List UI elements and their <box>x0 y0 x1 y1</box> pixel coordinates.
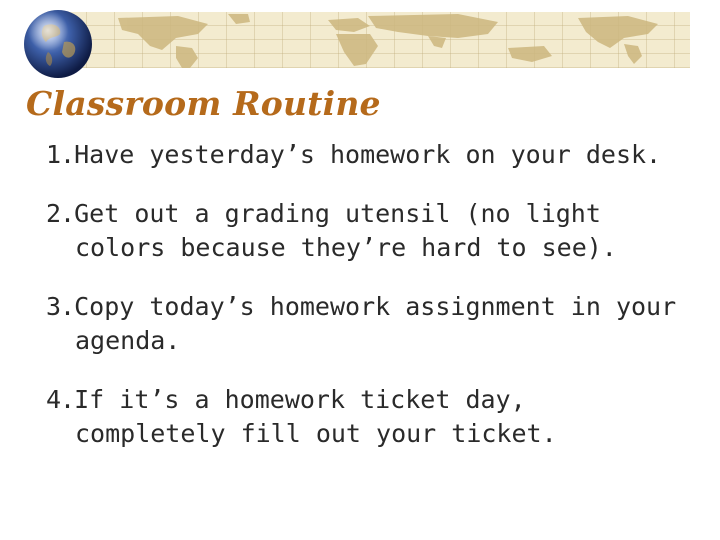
list-item-text: If it’s a homework ticket day, completely fill out your ticket. <box>74 385 557 448</box>
list-item-text: Copy today’s homework assignment in your agenda. <box>74 292 677 355</box>
world-map-banner <box>58 12 690 68</box>
slide-title: Classroom Routine <box>26 84 381 123</box>
world-map-graphic <box>58 12 690 68</box>
routine-list <box>46 138 686 451</box>
list-item-number: 2. <box>46 199 75 228</box>
list-item <box>46 197 686 265</box>
list-item-number: 4. <box>46 385 75 414</box>
list-item <box>46 290 686 358</box>
list-item-number: 1. <box>46 140 75 169</box>
list-item <box>46 138 686 172</box>
globe-icon <box>22 8 94 80</box>
list-item-text: Get out a grading utensil (no light colors because they’re hard to see). <box>74 199 617 262</box>
list-item <box>46 383 686 451</box>
list-item-number: 3. <box>46 292 75 321</box>
list-item-text: Have yesterday’s homework on your desk. <box>74 140 662 169</box>
